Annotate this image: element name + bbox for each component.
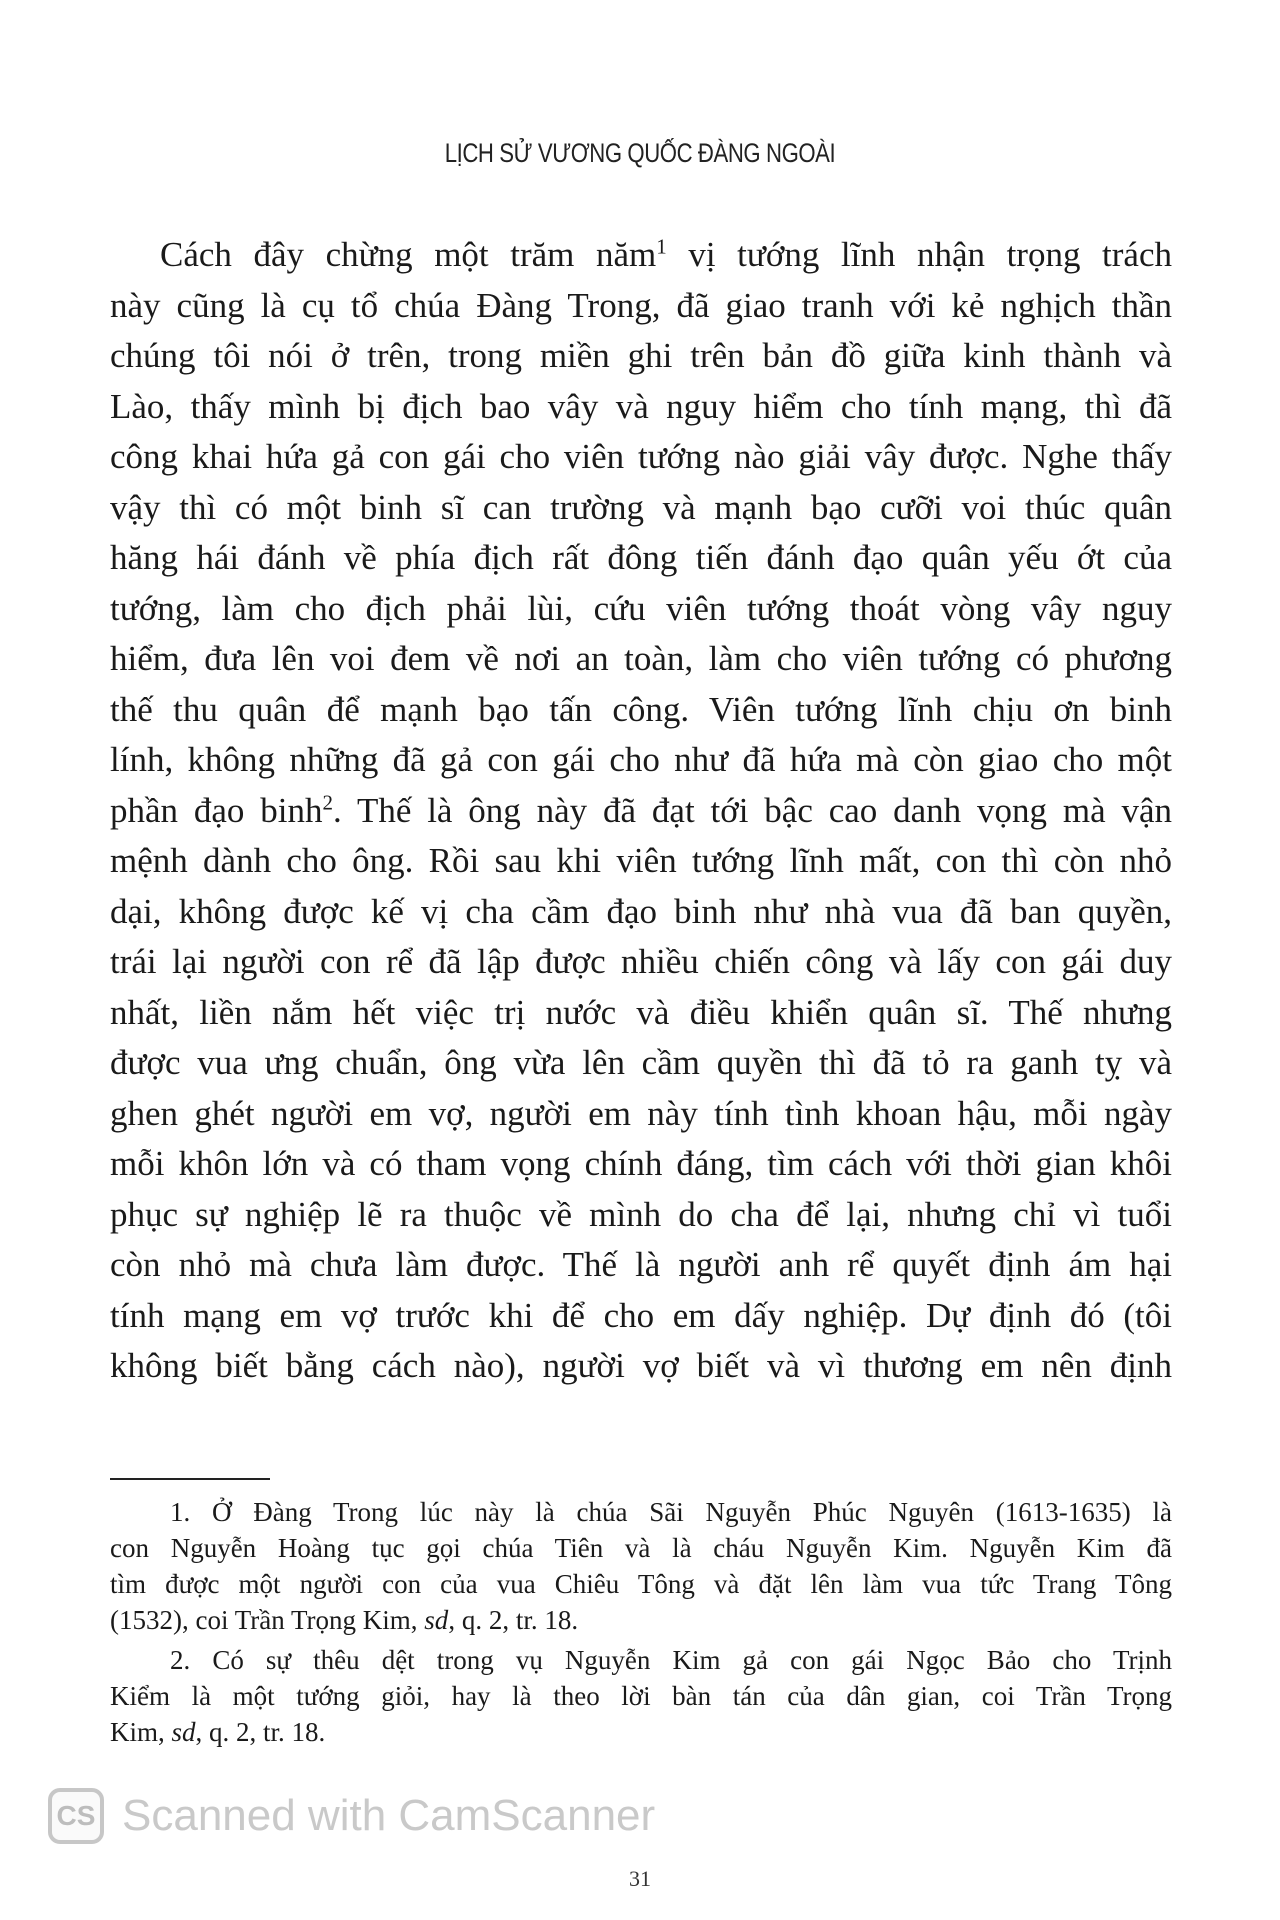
body-line: Cách đây chừng một trăm năm$^1$ vị tướng lĩnh nhận trọng trách bbox=[160, 234, 1172, 274]
footnote-line: 2. Có sự thêu dệt trong vụ Nguyễn Kim gả con gái Ngọc Bảo cho Trịnh bbox=[170, 1645, 1172, 1675]
body-line: tướng, làm cho địch phải lùi, cứu viên tướng thoát vòng vây nguy bbox=[110, 588, 1172, 628]
camscanner-logo-icon: CS bbox=[48, 1788, 104, 1844]
body-line: chúng tôi nói ở trên, trong miền ghi trên bản đồ giữa kinh thành và bbox=[110, 336, 1172, 375]
footnote-2 bbox=[110, 1642, 1172, 1750]
body-line: này cũng là cụ tổ chúa Đàng Trong, đã giao tranh với kẻ nghịch thần bbox=[110, 285, 1172, 325]
body-line: mỗi khôn lớn và có tham vọng chính đáng, tìm cách với thời gian khôi bbox=[110, 1144, 1172, 1183]
running-header: LỊCH SỬ VƯƠNG QUỐC ĐÀNG NGOÀI bbox=[444, 138, 836, 168]
body-line: phần đạo binh$^2$. Thế là ông này đã đạt tới bậc cao danh vọng mà vận bbox=[110, 789, 1172, 830]
body-line: còn nhỏ mà chưa làm được. Thế là người anh rể quyết định ám hại bbox=[110, 1245, 1172, 1284]
footnote-line: tìm được một người con của vua Chiêu Tông và đặt lên làm vua tức Trang Tông bbox=[110, 1569, 1172, 1599]
body-line: không biết bằng cách nào), người vợ biết và vì thương em nên định bbox=[110, 1346, 1172, 1385]
body-line: phục sự nghiệp lẽ ra thuộc về mình do cha để lại, nhưng chỉ vì tuổi bbox=[110, 1194, 1172, 1234]
footnotes bbox=[110, 1494, 1172, 1750]
body-line: trái lại người con rể đã lập được nhiều chiến công và lấy con gái duy bbox=[110, 942, 1172, 981]
footnote-ref-2: 2 bbox=[322, 789, 333, 814]
body-line: mệnh dành cho ông. Rồi sau khi viên tướng lĩnh mất, con thì còn nhỏ bbox=[110, 841, 1172, 880]
body-line: ghen ghét người em vợ, người em này tính tình khoan hậu, mỗi ngày bbox=[110, 1093, 1172, 1133]
body-line: dại, không được kế vị cha cầm đạo binh như nhà vua đã ban quyền, bbox=[110, 891, 1172, 931]
footnote-line: 1. Ở Đàng Trong lúc này là chúa Sãi Nguyễn Phúc Nguyên (1613-1635) là bbox=[170, 1497, 1172, 1527]
footnote-line: Kiểm là một tướng giỏi, hay là theo lời bàn tán của dân gian, coi Trần Trọng bbox=[110, 1681, 1172, 1711]
watermark-text: Scanned with CamScanner bbox=[122, 1791, 656, 1840]
footnote-line: (1532), coi Trần Trọng Kim, sd, q. 2, tr. 18. bbox=[110, 1605, 579, 1635]
footnote-divider bbox=[110, 1478, 270, 1480]
footnote-1 bbox=[110, 1494, 1172, 1638]
body-text bbox=[110, 230, 1172, 1392]
body-line: hiểm, đưa lên voi đem về nơi an toàn, làm cho viên tướng có phương bbox=[110, 639, 1172, 678]
body-line: được vua ưng chuẩn, ông vừa lên cầm quyền thì đã tỏ ra ganh tỵ và bbox=[110, 1043, 1172, 1082]
body-line: Lào, thấy mình bị địch bao vây và nguy hiểm cho tính mạng, thì đã bbox=[110, 386, 1172, 426]
body-line: vậy thì có một binh sĩ can trường và mạnh bạo cưỡi voi thúc quân bbox=[110, 487, 1172, 527]
body-line: tính mạng em vợ trước khi để cho em dấy nghiệp. Dự định đó (tôi bbox=[110, 1295, 1172, 1335]
footnote-ref-1: 1 bbox=[656, 234, 667, 259]
body-line: lính, không những đã gả con gái cho như đã hứa mà còn giao cho một bbox=[110, 740, 1172, 779]
footnote-line: con Nguyễn Hoàng tục gọi chúa Tiên và là cháu Nguyễn Kim. Nguyễn Kim đã bbox=[110, 1533, 1172, 1563]
body-line: hăng hái đánh về phía địch rất đông tiến đánh đạo quân yếu ớt của bbox=[110, 538, 1172, 577]
body-line: công khai hứa gả con gái cho viên tướng nào giải vây được. Nghe thấy bbox=[110, 437, 1172, 476]
body-line: nhất, liền nắm hết việc trị nước và điều khiển quân sĩ. Thế nhưng bbox=[110, 992, 1172, 1032]
footnote-line: Kim, sd, q. 2, tr. 18. bbox=[110, 1717, 326, 1747]
page-number: 31 bbox=[629, 1866, 651, 1891]
camscanner-watermark bbox=[48, 1784, 655, 1848]
body-line: thế thu quân để mạnh bạo tấn công. Viên tướng lĩnh chịu ơn binh bbox=[110, 689, 1172, 729]
